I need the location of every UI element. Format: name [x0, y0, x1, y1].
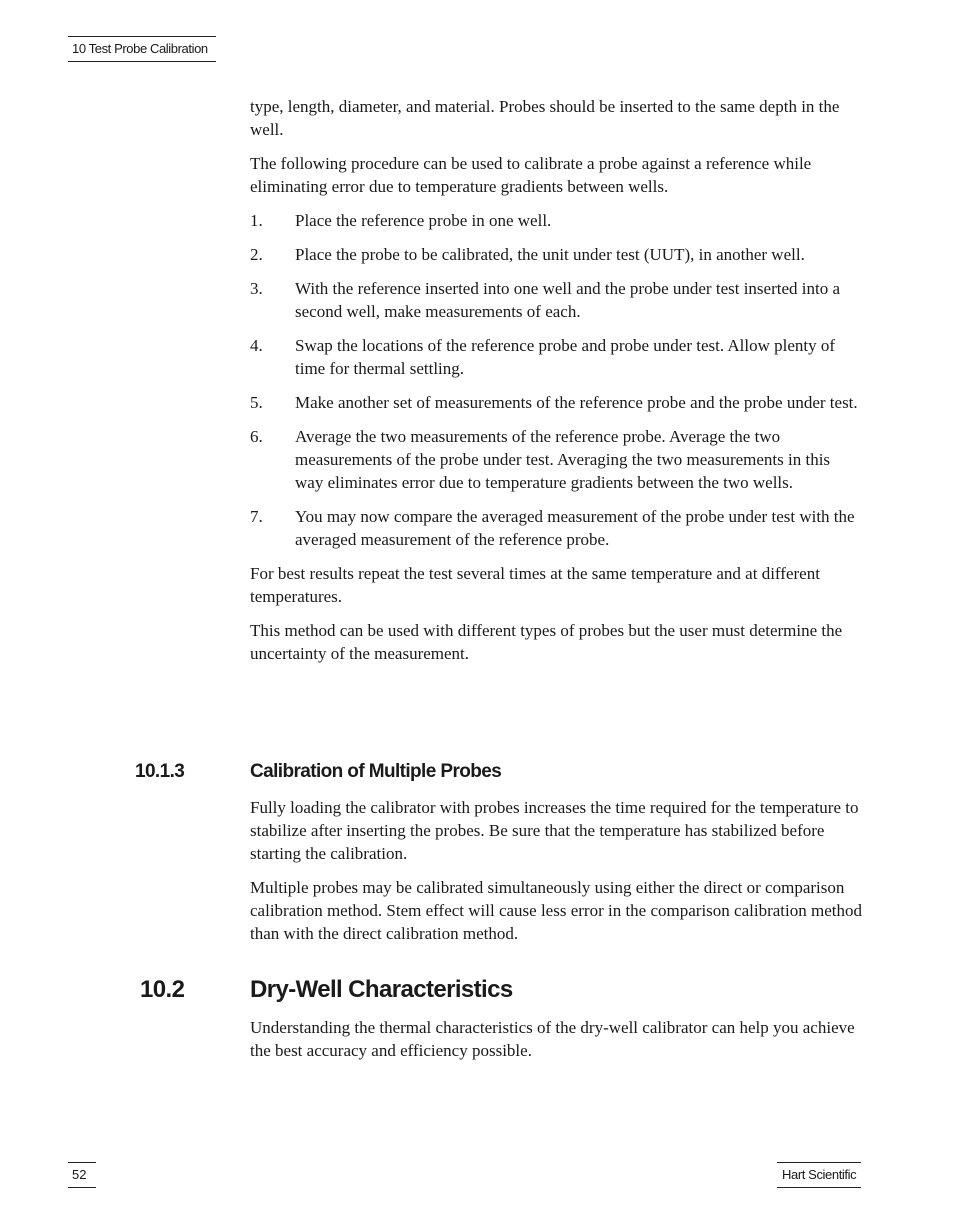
step-number: 4.: [250, 336, 263, 355]
step-text: Place the reference probe in one well.: [295, 211, 552, 230]
step-number: 7.: [250, 507, 263, 526]
multiple-probes-paragraph-1: Fully loading the calibrator with probes increases the time required for the temperature to stabilize after inserting the probes. Be sure that the temperature has stabilized before starting the calibration.: [250, 798, 859, 863]
page-number-text: 52: [72, 1167, 87, 1182]
step-number: 6.: [250, 427, 263, 446]
step-text: Average the two measurements of the reference probe. Average the two measurements of the probe under test. Averaging the two measurements in this way eliminates error due to temperature gradients between the two wells.: [295, 427, 831, 492]
section-number-10-2: 10.2: [140, 976, 185, 1003]
list-item: [250, 391, 862, 414]
multiple-probes-block: [250, 796, 862, 956]
procedure-steps: [250, 209, 862, 551]
step-number: 1.: [250, 211, 263, 230]
list-item: [250, 334, 862, 380]
step-number: 2.: [250, 245, 263, 264]
multiple-probes-paragraph-2: Multiple probes may be calibrated simultaneously using either the direct or comparison calibration method. Stem effect will cause less error in the comparison calibration method than with the direct calibration method.: [250, 878, 862, 943]
step-text: With the reference inserted into one well and the probe under test inserted into a second well, make measurements of each.: [295, 279, 841, 321]
chapter-title: 10 Test Probe Calibration: [72, 41, 208, 56]
list-item: [250, 505, 862, 551]
intro-paragraph-2: The following procedure can be used to calibrate a probe against a reference while eliminating error due to temperature gradients between wells.: [250, 154, 812, 196]
publisher-footer: [777, 1162, 861, 1188]
list-item: [250, 425, 862, 494]
procedure-block: [250, 95, 862, 676]
page-number: [68, 1162, 96, 1188]
results-paragraph: For best results repeat the test several times at the same temperature and at different temperatures.: [250, 564, 820, 606]
dry-well-block: [250, 1016, 862, 1073]
step-text: Swap the locations of the reference probe and probe under test. Allow plenty of time for thermal settling.: [295, 336, 836, 378]
list-item: [250, 243, 862, 266]
step-text: Place the probe to be calibrated, the unit under test (UUT), in another well.: [295, 245, 805, 264]
dry-well-paragraph: Understanding the thermal characteristics of the dry-well calibrator can help you achieve the best accuracy and efficiency possible.: [250, 1018, 855, 1060]
list-item: [250, 209, 862, 232]
step-number: 3.: [250, 279, 263, 298]
step-number: 5.: [250, 393, 263, 412]
method-paragraph: This method can be used with different types of probes but the user must determine the uncertainty of the measurement.: [250, 621, 843, 663]
section-title-multiple-probes: Calibration of Multiple Probes: [250, 761, 502, 782]
section-number-10-1-3: 10.1.3: [135, 761, 185, 782]
publisher-name: Hart Scientific: [782, 1167, 857, 1182]
step-text: You may now compare the averaged measurement of the probe under test with the averaged measurement of the reference probe.: [295, 507, 855, 549]
intro-paragraph-1: type, length, diameter, and material. Probes should be inserted to the same depth in the well.: [250, 97, 840, 139]
running-header: [68, 36, 216, 62]
section-title-dry-well: Dry-Well Characteristics: [250, 976, 513, 1003]
step-text: Make another set of measurements of the reference probe and the probe under test.: [295, 393, 858, 412]
list-item: [250, 277, 862, 323]
